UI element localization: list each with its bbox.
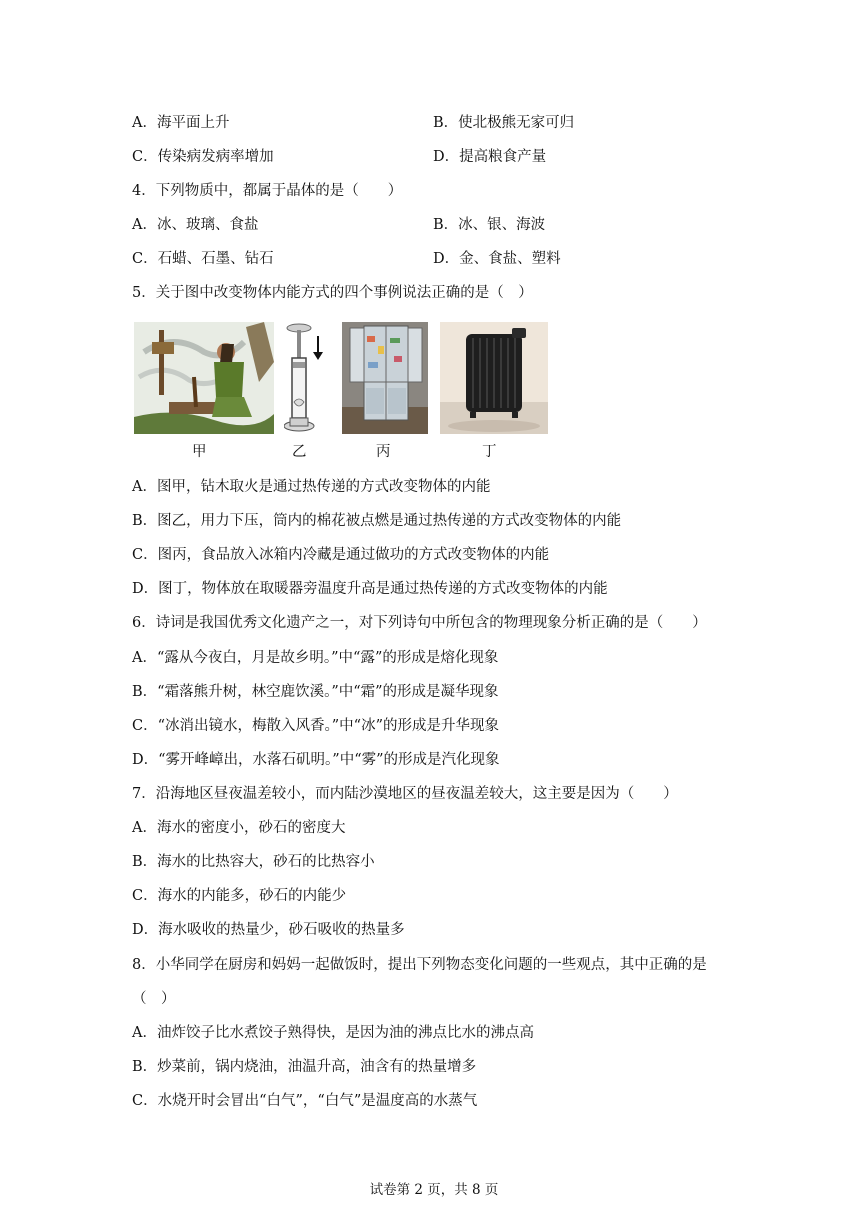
figure-jia-drill-fire bbox=[134, 322, 274, 434]
q6-option-a: A．“露从今夜白，月是故乡明。”中“露”的形成是熔化现象 bbox=[132, 650, 499, 666]
q8-option-b: B．炒菜前，锅内烧油，油温升高，油含有的热量增多 bbox=[132, 1059, 477, 1075]
q7-option-c: C．海水的内能多，砂石的内能少 bbox=[132, 888, 347, 904]
q6-option-b: B．“霜落熊升树，林空鹿饮溪。”中“霜”的形成是凝华现象 bbox=[132, 684, 499, 700]
q7-option-a: A．海水的密度小，砂石的密度大 bbox=[132, 820, 346, 836]
q3-option-a: A．海平面上升 bbox=[132, 115, 230, 131]
q8-option-c: C．水烧开时会冒出“白气”，“白气”是温度高的水蒸气 bbox=[132, 1093, 478, 1109]
caption-yi: 乙 bbox=[292, 444, 307, 460]
q5-figures bbox=[134, 322, 554, 460]
q4-option-c: C．石蜡、石墨、钻石 bbox=[132, 251, 274, 267]
q4-option-b: B．冰、银、海波 bbox=[433, 217, 546, 233]
q8-stem-continued: （ ） bbox=[132, 991, 176, 1007]
q6-option-d: D．“雾开峰嶂出，水落石矶明。”中“雾”的形成是汽化现象 bbox=[132, 752, 500, 768]
q8-stem: 8．小华同学在厨房和妈妈一起做饭时，提出下列物态变化问题的一些观点，其中正确的是 bbox=[132, 957, 707, 973]
figure-bing-refrigerator bbox=[342, 322, 428, 434]
page-footer: 试卷第 2 页，共 8 页 bbox=[369, 1182, 499, 1198]
figure-ding-oil-heater bbox=[440, 322, 548, 434]
q3-option-b: B．使北极熊无家可归 bbox=[433, 115, 575, 131]
q5-option-a: A．图甲，钻木取火是通过热传递的方式改变物体的内能 bbox=[132, 479, 491, 495]
figure-yi-fire-syringe bbox=[284, 322, 326, 434]
caption-ding: 丁 bbox=[482, 444, 497, 460]
q4-option-d: D．金、食盐、塑料 bbox=[433, 251, 561, 267]
q5-stem: 5．关于图中改变物体内能方式的四个事例说法正确的是（ ） bbox=[132, 285, 533, 301]
caption-jia: 甲 bbox=[192, 444, 207, 460]
q8-option-a: A．油炸饺子比水煮饺子熟得快，是因为油的沸点比水的沸点高 bbox=[132, 1025, 534, 1041]
q5-option-b: B．图乙，用力下压，筒内的棉花被点燃是通过热传递的方式改变物体的内能 bbox=[132, 513, 622, 529]
q7-option-b: B．海水的比热容大，砂石的比热容小 bbox=[132, 854, 375, 870]
q7-stem: 7．沿海地区昼夜温差较小，而内陆沙漠地区的昼夜温差较大，这主要是因为（ ） bbox=[132, 786, 678, 802]
q5-option-d: D．图丁，物体放在取暖器旁温度升高是通过热传递的方式改变物体的内能 bbox=[132, 581, 608, 597]
q4-stem: 4．下列物质中，都属于晶体的是（ ） bbox=[132, 183, 403, 199]
q6-option-c: C．“冰消出镜水，梅散入风香。”中“冰”的形成是升华现象 bbox=[132, 718, 499, 734]
caption-bing: 丙 bbox=[376, 444, 391, 460]
q3-option-c: C．传染病发病率增加 bbox=[132, 149, 274, 165]
q3-option-d: D．提高粮食产量 bbox=[433, 149, 547, 165]
q6-stem: 6．诗词是我国优秀文化遗产之一，对下列诗句中所包含的物理现象分析正确的是（ ） bbox=[132, 615, 707, 631]
q7-option-d: D．海水吸收的热量少，砂石吸收的热量多 bbox=[132, 922, 405, 938]
q5-option-c: C．图丙，食品放入冰箱内冷藏是通过做功的方式改变物体的内能 bbox=[132, 547, 550, 563]
q4-option-a: A．冰、玻璃、食盐 bbox=[132, 217, 259, 233]
